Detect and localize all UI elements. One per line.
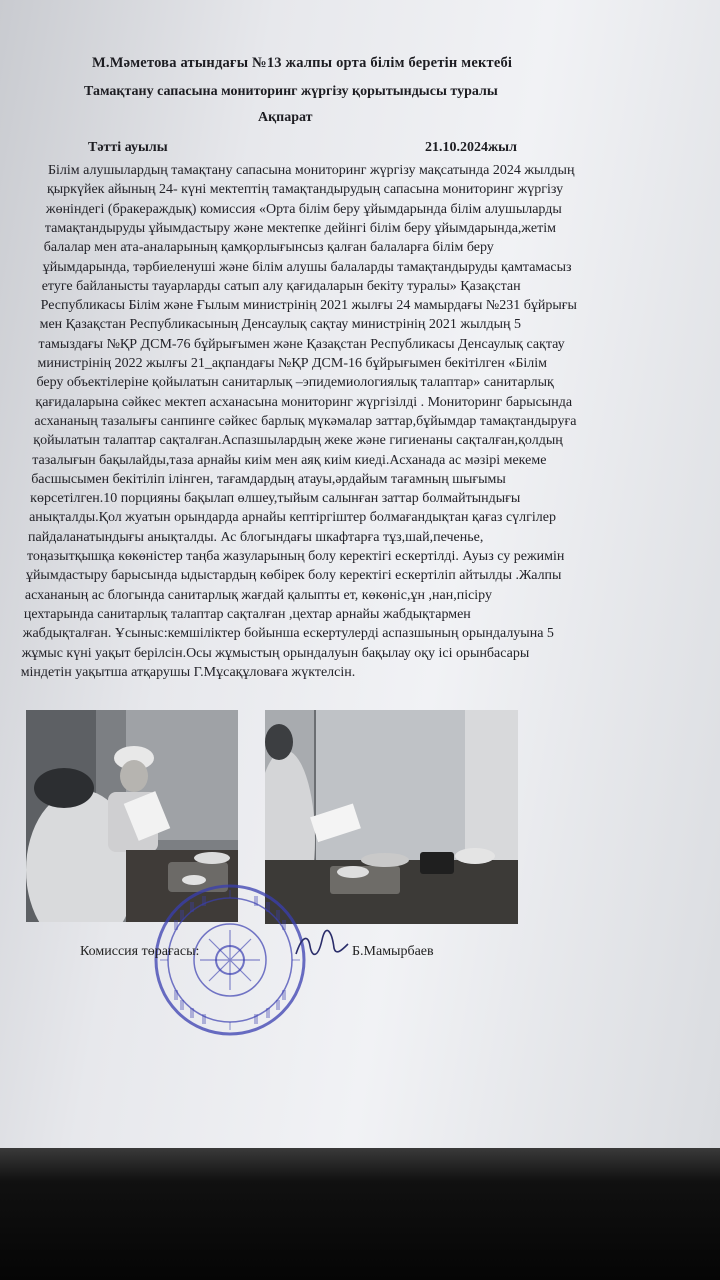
body-line: министрінің 2022 жылғы 21_ақпандағы №ҚР ДСМ-16 бұйрығымен бекітілген «Білім	[37, 356, 547, 371]
body-line: мен Қазақстан Республикасының Денсаулық сақтау министрінің 2021 жылдың 5	[39, 317, 521, 333]
body-line: пайдаланатындығы анықталды. Ас блогындағы шкафтарға тұз,шай,печенье,	[28, 529, 484, 545]
signature-label: Комиссия төрағасы:	[80, 944, 200, 959]
body-line: көрсетілген.10 порцияны бақылап өлшеу,тыйым салынған заттар болмайтындығы	[30, 491, 521, 507]
body-line: басшысымен бекітіліп ілінген, тағамдардың атауы,әрдайым тағамның шығымы	[31, 471, 506, 487]
background-surface	[0, 1148, 720, 1280]
body-line: ұйымдастыру барысында ыдыстардың көбірек болу керектігі ескертіліп айтылды .Жалпы	[25, 568, 562, 584]
body-line: ұйымдарында, тәрбиеленуші және білім алушы балаларды тамақтандыруды қамтамасыз	[42, 259, 572, 275]
body-line: Республикасы Білім және Ғылым министрінің 2021 жылғы 24 мамырдағы №231 бұйрығы	[40, 298, 577, 314]
body-line: балалар мен ата-аналарының қамқорлығынсыз қалған балаларға білім беру	[43, 240, 494, 256]
body-line: цехтарында санитарлық талаптар сақталған ,цехтар арнайы жабдықтармен	[23, 606, 471, 622]
body-line: асхананың тазалығы санпинге сәйкес барлық мүкәмалар заттар,бұйымдар тамақтандыруға	[34, 413, 577, 429]
body-line: қағидаларына сәйкес мектеп асханасына мониторинг жүргізілді . Мониторинг барысында	[35, 394, 573, 410]
official-stamp-icon	[150, 880, 310, 1040]
body-line: жұмыс күні уақыт берілсін.Осы жұмыстың орындалуын бақылау оқу ісі орынбасары	[21, 645, 530, 661]
body-line: асхананың ас блогында санитарлық жағдай қалыпты ет, көкөніс,ұн ,нан,пісіру	[24, 587, 492, 603]
document-place: Тәтті ауылы	[88, 140, 168, 155]
body-line: етуге байланысты тауарларды сатып алу қағидаларын бекіту туралы» Қазақстан	[41, 278, 521, 294]
document-subject: Тамақтану сапасына мониторинг жүргізу қорытындысы туралы	[84, 84, 498, 99]
body-line: жөніндегі (бракераждық) комиссия «Орта білім беру ұйымдарында білім алушыларды	[45, 201, 562, 217]
body-line: жабдықталған. Ұсыныс:кемшіліктер бойынша ескертулерді аспазшының орындалуына 5	[22, 626, 554, 642]
signature-name: Б.Мамырбаев	[352, 944, 434, 959]
body-line: Білім алушылардың тамақтану сапасына мониторинг жүргізу мақсатында 2024 жылдың	[48, 163, 575, 178]
document-date: 21.10.2024жыл	[425, 140, 517, 155]
body-line: қойылатын талаптар сақталған.Аспазшылардың жеке және гигиенаны сақталған,қолдың	[33, 433, 563, 449]
body-line: қыркүйек айының 24- күні мектептің тамақтандырудың сапасына мониторинг жүргізу	[46, 182, 564, 198]
body-line: тазалығын бақылайды,таза арнайы киім мен аяқ киім киеді.Асханада ас мәзірі мекеме	[32, 452, 547, 468]
body-line: тоңазытқышқа көкөністер таңба жазуларының болу керектігі ескертілді. Ауыз су режимін	[27, 549, 565, 564]
document-type: Ақпарат	[258, 110, 313, 125]
body-line: анықталды.Қол жуатын орындарда арнайы кептіргіштер болмағандықтан қағаз сүлгілер	[29, 510, 556, 526]
school-name: М.Мәметова атындағы №13 жалпы орта білім беретін мектебі	[92, 55, 513, 71]
body-line: тамақтандыруды ұйымдастыру және мектепке дейінгі білім беру ұйымдарында,жетім	[44, 220, 556, 236]
body-line: беру объектілеріне қойылатын санитарлық –эпидемиологиялық талаптар» санитарлық	[36, 375, 554, 391]
handwritten-signature-icon	[292, 928, 352, 962]
body-line: тамыздағы №ҚР ДСМ-76 бұйрығымен және Қазақстан Республикасы Денсаулық сақтау	[38, 336, 565, 352]
body-line: міндетін уақытша атқарушы Г.Мұсақұловаға жүктелсін.	[20, 664, 356, 680]
